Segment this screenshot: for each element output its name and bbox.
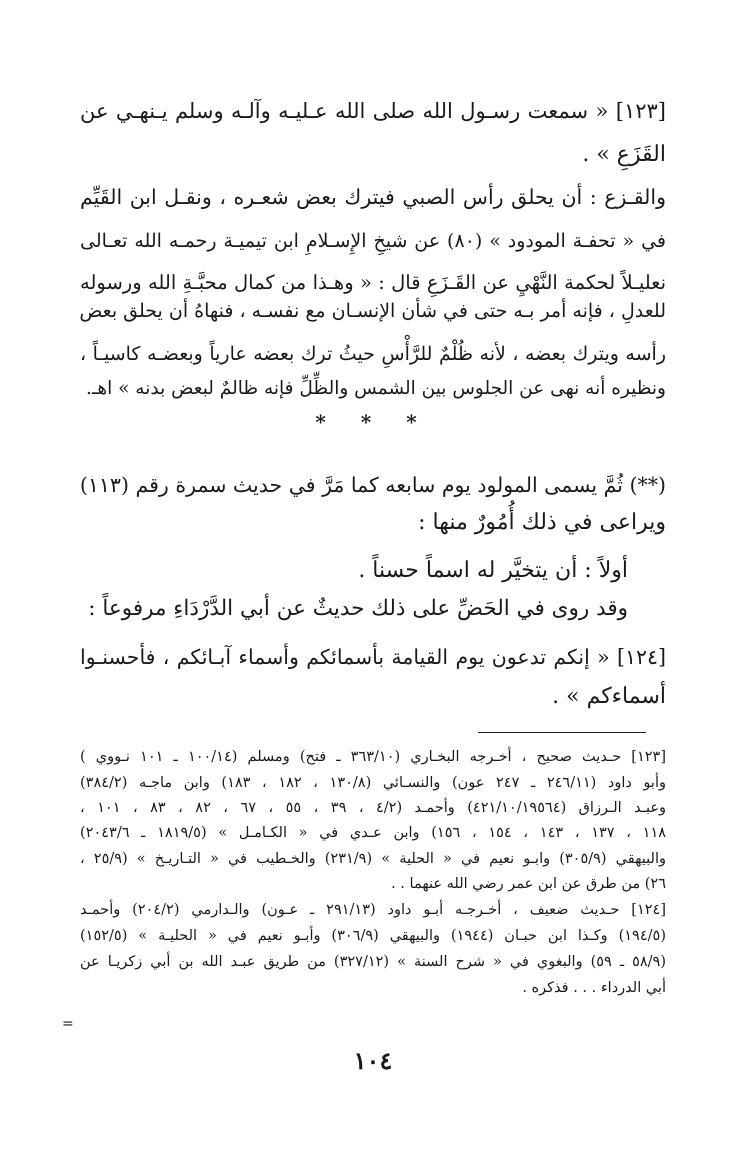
hadith-123-line-1: [١٢٣] « سمعت رسـول الله صلى الله عـليـه وآلـه وسلم يـنهـي عن <box>80 99 666 123</box>
commentary-line-2: في « تحفـة المودود » (٨٠) عن شيخِ الإِسـلامِ ابن تيميـة رحمـه الله تعـالى <box>80 230 666 252</box>
page-number: ١٠٤ <box>353 1046 393 1075</box>
commentary-line-4: للعدلِ ، فإنه أمر بـه حتى في شأن الإنسـان مع نفسـه ، فنهاهُ أن يحلق بعض <box>79 300 666 322</box>
commentary-line-1: والقـزع : أن يحلق رأس الصبي فيترك بعض شعـره ، ونقـل ابن القَيِّم <box>80 185 666 209</box>
naming-line-2: ويراعى في ذلك أُمُورٌ منها : <box>418 510 666 535</box>
footnote-123-line-4: ١١٨ ، ١٣٧ ، ١٤٣ ، ١٥٤ ، ١٥٦) وابن عـدي في « الكـامـل » (١٨١٩/٥ ـ ٢٠٤٣/٦) <box>80 825 667 841</box>
footnote-124-line-2: (١٩٤/٥) وكـذا ابن حبـان (١٩٤٤) والبيهقي (٣٠٦/٩) وأبـو نعيم في « الحليـة » (١٥٢/٥) <box>80 928 666 944</box>
point-one-line: أولاً : أن يتخيَّر له اسماً حسناً . <box>358 558 628 583</box>
footnote-123-line-3: وعبـد الـرزاق (٤٢١/١٠/١٩٥٦٤) وأحمـد (٤/٢ ، ٣٩ ، ٥٥ ، ٦٧ ، ٨٢ ، ٨٣ ، ١٠١ ، <box>80 800 666 816</box>
commentary-line-5: رأسه ويترك بعضه ، لأنه ظُلْمٌ للرَّأْسِ حيثُ ترك بعضه عارياً وبعضـه كاسيـاً ، <box>80 343 666 365</box>
footnote-separator <box>478 732 646 733</box>
footnote-124-line-3: (٥٨/٩ ـ ٥٩) والبغوي في « شرح السنة » (٣٢٧/١٢) من طريق عبـد الله بن أبي زكريـا عن <box>80 954 666 970</box>
footnote-123-line-6: ٢٦) من طرق عن ابن عمر رضي الله عنهما . . <box>391 876 666 892</box>
continuation-mark: = <box>62 1016 74 1032</box>
footnote-124-line-1: [١٢٤] حـديث ضعيف ، أخـرجـه أبـو داود (٢٩١/١٣ ـ عـون) والـدارمي (٢٠٤/٢) وأحمـد <box>80 902 666 918</box>
hadith-124-line-1: [١٢٤] « إنكم تدعون يوم القيامة بأسمائكم وأسماء آبـائكم ، فأحسنـوا <box>80 645 666 669</box>
commentary-line-3: نعليـلاً لحكمة النَّهْيِ عن القَـزَعِ قال : « وهـذا من كمال محبَّـةِ الله ورسوله <box>80 271 666 294</box>
hadith-123-line-2: القَزَعِ » . <box>582 142 666 167</box>
footnote-124-line-4: أبي الدرداء . . . فذكره . <box>522 980 666 996</box>
footnote-123-line-2: وأبو داود (٢٤٦/١١ ـ ٢٤٧ عون) والنسـائي (١٣٠/٨ ، ١٨٢ ، ١٨٣) وابن ماجـه (٣٨٤/٢) <box>80 775 666 791</box>
hadith-124-line-2: أسماءكم » . <box>552 684 666 709</box>
narration-intro-line: وقد روى في الحَضِّ على ذلك حديثٌ عن أبي الدَّرْدَاءِ مرفوعاً : <box>88 596 628 621</box>
commentary-line-6: ونظيره أنه نهى عن الجلوس بين الشمس والظِّلِّ فإنه ظالمٌ لبعض بدنه » اهـ. <box>86 378 666 399</box>
section-separator: * * * <box>315 410 431 434</box>
footnote-123-line-5: والبيهقي (٣٠٥/٩) وابـو نعيم في « الحلية » (٢٣١/٩) والخـطيب في « التـاريـخ » (٢٥/٩ ، <box>80 851 666 867</box>
naming-line-1: (**) ثُمَّ يسمى المولود يوم سابعه كما مَرَّ في حديث سمرة رقم (١١٣) <box>79 473 666 497</box>
footnote-123-line-1: [١٢٣] حـديث صحيح ، أخـرجه البخـاري (٣٦٣/١٠ ـ فتح) ومسلم (١٠٠/١٤ ـ ١٠١ نـووي ) <box>80 749 666 765</box>
